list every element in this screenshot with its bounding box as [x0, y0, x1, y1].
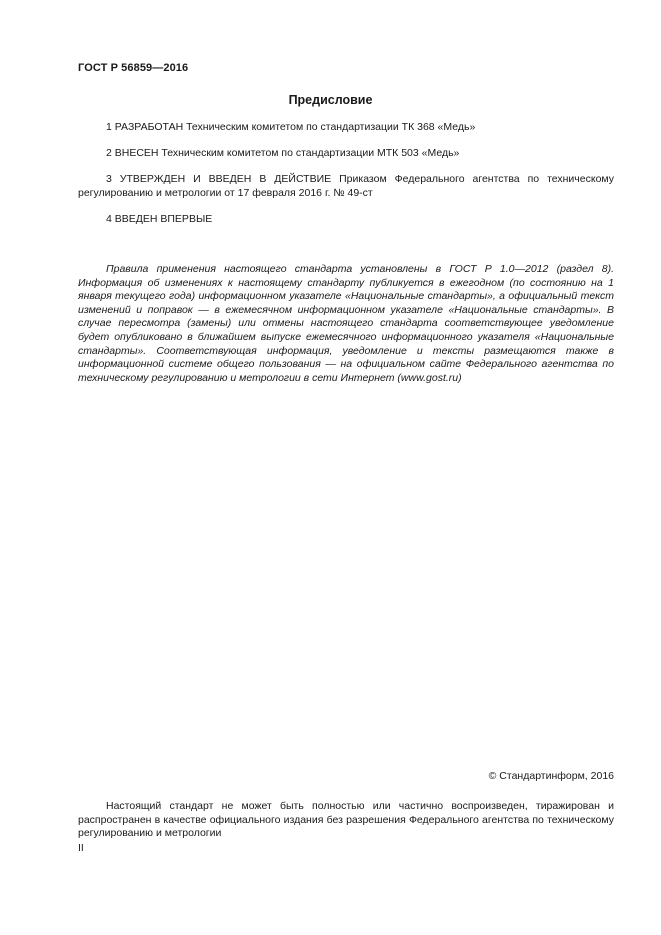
application-rules-notice: Правила применения настоящего стандарта установлены в ГОСТ Р 1.0—2012 (раздел 8). Информация об изменениях к настоящему стандарту публикуется в ежегодном (по состоянию на 1 января текущего года) информационном указателе «Национальные стандарты», а официальный текст изменений и поправок — в ежемесячном информационном указателе «Национальные стандарты». В случае пересмотра (замены) или отмены настоящего стандарта соответствующее уведомление будет опубликовано в ближайшем выпуске ежемесячного информационного указателя «Национальные стандарты». Соответствующая информация, уведомление и тексты размещаются также в информационной системе общего пользования — на официальном сайте Федерального агентства по техническому регулированию и метрологии в сети Интернет (www.gost.ru): [78, 263, 614, 384]
document-code: ГОСТ Р 56859—2016: [78, 62, 189, 74]
foreword-item-text: 3 УТВЕРЖДЕН И ВВЕДЕН В ДЕЙСТВИЕ Приказом Федерального агентства по техническому регулированию и метрологии от 17 февраля 2016 г. № 49-ст: [78, 173, 614, 199]
foreword-item-3: [78, 173, 614, 200]
foreword-item-1: [78, 121, 614, 135]
page-number: II: [78, 842, 84, 854]
reproduction-notice: Настоящий стандарт не может быть полностью или частично воспроизведен, тиражирован и распространен в качестве официального издания без разрешения Федерального агентства по техническому регулированию и метрологии: [78, 800, 614, 840]
foreword-item-4: [78, 213, 614, 227]
foreword-item-text: 1 РАЗРАБОТАН Техническим комитетом по стандартизации ТК 368 «Медь»: [106, 121, 476, 133]
page-title: Предисловие: [288, 93, 373, 107]
foreword-item-text: 4 ВВЕДЕН ВПЕРВЫЕ: [106, 213, 213, 225]
copyright-line: © Стандартинформ, 2016: [488, 770, 614, 782]
foreword-item-2: [78, 147, 614, 161]
foreword-item-text: 2 ВНЕСЕН Техническим комитетом по стандартизации МТК 503 «Медь»: [106, 147, 460, 159]
